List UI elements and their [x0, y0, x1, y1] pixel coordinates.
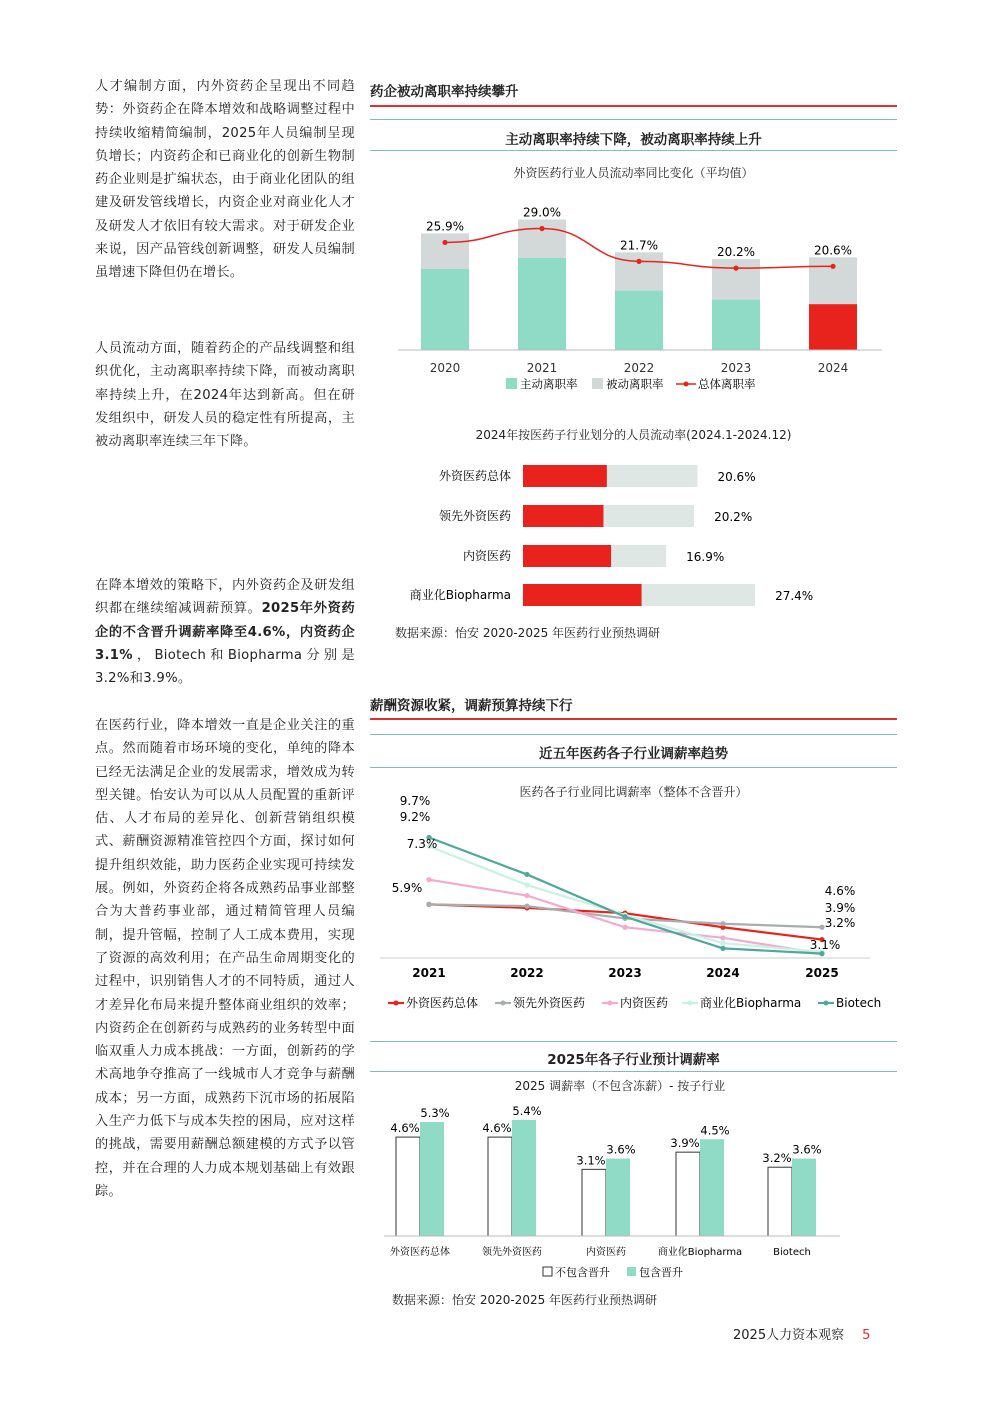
- chart3-heading-rule: [370, 767, 897, 768]
- section2-red-rule: [370, 718, 897, 720]
- salary-x-2025: 2025: [805, 966, 839, 980]
- bar4-cat-2: 内资医药: [586, 1247, 626, 1258]
- bar-voluntary-2021: [518, 258, 566, 350]
- legend3-marker-3: [688, 1001, 693, 1006]
- total-label-2020: 25.9%: [425, 219, 465, 234]
- left-paragraph-1: [95, 75, 355, 285]
- salary-point-1-3: [720, 921, 725, 926]
- bar-incl-3: [700, 1139, 724, 1236]
- total-point-2022: [636, 259, 641, 264]
- salary-label-6: 3.2%: [824, 916, 856, 930]
- legend-voluntary: 主动离职率: [520, 377, 578, 391]
- subsector-turnover-chart: [370, 455, 897, 615]
- bar-voluntary-2024: [809, 304, 857, 350]
- legend-swatch-involuntary: [592, 378, 603, 389]
- salary-line-4: [429, 837, 822, 953]
- left-paragraph-2: [95, 337, 355, 453]
- bar-voluntary-2022: [615, 291, 663, 350]
- bar-incl-4: [792, 1159, 816, 1236]
- salary-point-4-2: [622, 914, 627, 919]
- legend4-excl: 不包含晋升: [555, 1266, 610, 1279]
- legend3-marker-0: [394, 1001, 399, 1006]
- bar4-cat-4: Biotech: [773, 1247, 811, 1258]
- legend3-marker-4: [824, 1001, 829, 1006]
- salary-text-c: ，Biotech和Biopharma分别是3.2%和3.9%。: [95, 647, 355, 687]
- legend3-4: Biotech: [836, 996, 882, 1010]
- section2-title: 薪酬资源收紧，调薪预算持续下行: [370, 698, 573, 714]
- chart4-top-rule: [370, 1041, 897, 1042]
- legend-swatch-voluntary: [506, 378, 517, 389]
- x-label-2021: 2021: [526, 361, 558, 375]
- salary-x-2022: 2022: [510, 966, 544, 980]
- salary-trend-chart: [370, 785, 897, 1020]
- hbar-label-3: 商业化Biopharma: [409, 588, 511, 602]
- legend4-swatch-incl: [627, 1267, 636, 1276]
- chart4-heading: 2025年各子行业预计调薪率: [547, 1052, 720, 1068]
- salary-label-0: 9.7%: [399, 794, 431, 808]
- bar-incl-label-2: 3.6%: [606, 1142, 636, 1157]
- legend3-3: 商业化Biopharma: [700, 996, 802, 1010]
- bar-excl-3: [676, 1152, 700, 1236]
- bar-incl-label-0: 5.3%: [420, 1106, 450, 1121]
- footer-title: 2025人力资本观察: [733, 1328, 845, 1343]
- legend3-2: 内资医药: [620, 996, 669, 1010]
- legend4-swatch-excl: [543, 1267, 552, 1276]
- legend3-marker-2: [608, 1001, 613, 1006]
- salary-line-0: [429, 904, 822, 939]
- salary-x-2021: 2021: [412, 966, 446, 980]
- total-point-2021: [539, 226, 544, 231]
- legend3-marker-1: [501, 1001, 506, 1006]
- chart1-heading-rule: [370, 150, 897, 151]
- bar-incl-1: [512, 1120, 536, 1236]
- bar-excl-label-2: 3.1%: [576, 1153, 606, 1168]
- bar-excl-label-0: 4.6%: [390, 1121, 420, 1136]
- section1-red-rule: [370, 105, 897, 107]
- hbar-value-0: 20.6%: [717, 470, 756, 484]
- salary-label-5: 3.9%: [824, 901, 856, 915]
- salary-point-4-3: [720, 946, 725, 951]
- bar-excl-label-3: 3.9%: [670, 1136, 700, 1151]
- hbar-value-2: 16.9%: [686, 550, 725, 564]
- section1-title: 药企被动离职率持续攀升: [370, 84, 519, 100]
- hbar-value-3: 27.4%: [775, 589, 814, 603]
- section2-source: 数据来源：怡安 2020-2025 年医药行业预热调研: [392, 1293, 658, 1307]
- bar-excl-4: [768, 1167, 792, 1236]
- paragraph-salary: [95, 574, 355, 690]
- total-label-2021: 29.0%: [522, 205, 562, 220]
- total-label-2022: 21.7%: [619, 238, 659, 253]
- chart1-subtitle: 外资医药行业人员流动率同比变化（平均值）: [513, 166, 754, 180]
- salary-label-3: 5.9%: [391, 881, 423, 895]
- x-label-2023: 2023: [720, 361, 752, 375]
- salary-label-7: 3.1%: [809, 938, 841, 952]
- bar-incl-label-3: 4.5%: [700, 1123, 730, 1138]
- chart3-heading: 近五年医药各子行业调薪率趋势: [539, 746, 728, 762]
- salary-point-2-1: [524, 893, 529, 898]
- chart1-heading: 主动离职率持续下降，被动离职率持续上升: [505, 132, 762, 148]
- section1-source: 数据来源：怡安 2020-2025 年医药行业预热调研: [395, 626, 661, 640]
- hbar-label-0: 外资医药总体: [438, 469, 511, 483]
- hbar-value-1: 20.2%: [714, 510, 753, 524]
- turnover-chart: [370, 185, 897, 405]
- bar-involuntary-2021: [518, 220, 566, 258]
- legend3-0: 外资医药总体: [406, 996, 479, 1010]
- paragraph-turnover: 人员流动方面，随着药企的产品线调整和组织优化，主动离职率持续下降，而被动离职率持续上升，在2024年达到新高。但在研发组织中，研发人员的稳定性有所提高，主被动离职率连续三年下降。: [95, 341, 355, 450]
- footer: [733, 1324, 870, 1343]
- bar4-cat-1: 领先外资医药: [482, 1247, 542, 1258]
- total-point-2023: [733, 266, 738, 271]
- salary-x-2024: 2024: [706, 966, 740, 980]
- salary-text-bold: 2025年外资药企的不含晋升调薪率降至4.6%，内资药企3.1%: [95, 601, 355, 663]
- hbar-label-1: 领先外资医药: [438, 509, 511, 523]
- paragraph-workforce: 人才编制方面，内外资药企呈现出不同趋势：外资药企在降本增效和战略调整过程中持续收缩精简编制，2025年人员编制呈现负增长；内资药企和已商业化的创新生物制药企业则是扩编状态，由于商业化团队的组建及研发管线增长，内资企业对商业化人才及研发人才依旧有较大需求。对于研发企业来说，因产品管线创新调整，研发人员编制虽增速下降但仍在增长。: [95, 79, 355, 281]
- bar-excl-label-1: 4.6%: [482, 1121, 512, 1136]
- salary-point-2-2: [622, 925, 627, 930]
- hbar-red-3: [523, 584, 642, 606]
- bar-incl-0: [420, 1122, 444, 1236]
- salary-point-3-1: [524, 882, 529, 887]
- hbar-red-2: [523, 545, 611, 567]
- section2-teal-rule: [370, 734, 897, 735]
- salary-label-1: 9.2%: [399, 810, 431, 824]
- section1-teal-rule: [370, 119, 897, 120]
- bar-incl-label-4: 3.6%: [792, 1142, 822, 1157]
- bar-excl-1: [488, 1137, 512, 1236]
- salary-point-4-1: [524, 872, 529, 877]
- chart2-subtitle: 2024年按医药子行业划分的人员流动率(2024.1-2024.12): [475, 428, 792, 442]
- total-point-2020: [442, 240, 447, 245]
- salary-text-a: 在降本增效的策略下，内外资药企及研发组织都在继续缩减调薪预算。: [95, 578, 355, 617]
- hbar-label-2: 内资医药: [462, 549, 511, 563]
- bar-incl-2: [606, 1159, 630, 1236]
- chart3-subtitle: 医药各子行业同比调薪率（整体不含晋升）: [519, 785, 748, 799]
- salary-point-1-1: [524, 904, 529, 909]
- salary-point-3-3: [720, 940, 725, 945]
- legend-marker-total: [684, 382, 689, 387]
- hbar-red-1: [523, 505, 603, 527]
- salary-x-2023: 2023: [608, 966, 642, 980]
- paragraph-efficiency: 在医药行业，降本增效一直是企业关注的重点。然而随着市场环境的变化，单纯的降本已经无法满足企业的发展需求，增效成为转型关键。怡安认为可以从人员配置的重新评估、人才布局的差异化、创新营销组织模式、薪酬资源精准管控四个方面，探讨如何提升组织效能，助力医药企业实现可持续发展。例如，外资药企将各成熟药品事业部整合为大普药事业部，通过精简管理人员编制，提升管幅，控制了人工成本费用，实现了资源的高效利用；在产品生命周期变化的过程中，识别销售人才的不同特质，通过人才差异化布局来提升整体商业组织的效率；内资药企在创新药与成熟药的业务转型中面临双重人力成本挑战：一方面，创新药的学术高地争夺推高了一线城市人才竞争与薪酬成本；另一方面，成熟药下沉市场的拓展陷入生产力低下与成本失控的困局，应对这样的挑战，需要用薪酬总额建模的方式予以管控，并在合理的人力成本规划基础上有效跟踪。: [95, 718, 355, 1199]
- bar-voluntary-2020: [421, 269, 469, 350]
- chart4-subtitle: 2025 调薪率（不包含冻薪）- 按子行业: [514, 1079, 726, 1093]
- bar-excl-0: [396, 1137, 420, 1236]
- bar-involuntary-2020: [421, 233, 469, 269]
- bar4-cat-3: 商业化Biopharma: [657, 1247, 743, 1258]
- x-label-2020: 2020: [429, 361, 461, 375]
- salary-label-2: 7.3%: [406, 837, 438, 851]
- legend3-1: 领先外资医药: [513, 996, 586, 1010]
- salary-point-2-3: [720, 935, 725, 940]
- page-number: 5: [862, 1328, 871, 1343]
- x-label-2024: 2024: [817, 361, 849, 375]
- legend-involuntary: 被动离职率: [606, 377, 664, 391]
- salary-point-1-0: [426, 902, 431, 907]
- salary-2025-chart: [370, 1095, 897, 1285]
- left-paragraph-4: [95, 714, 355, 1203]
- bar-voluntary-2023: [712, 300, 760, 350]
- bar-excl-label-4: 3.2%: [762, 1151, 792, 1166]
- bar-involuntary-2023: [712, 259, 760, 300]
- bar-incl-label-1: 5.4%: [512, 1103, 542, 1118]
- total-label-2024: 20.6%: [813, 243, 853, 258]
- legend4-incl: 包含晋升: [639, 1266, 683, 1279]
- chart4-heading-rule: [370, 1071, 897, 1072]
- legend-total: 总体离职率: [698, 377, 756, 391]
- salary-point-2-0: [426, 877, 431, 882]
- total-point-2024: [830, 264, 835, 269]
- total-label-2023: 20.2%: [716, 245, 756, 260]
- left-paragraph-3: [95, 574, 355, 690]
- bar-involuntary-2022: [615, 252, 663, 290]
- salary-label-4: 4.6%: [824, 884, 856, 898]
- bar-excl-2: [582, 1169, 606, 1236]
- bar4-cat-0: 外资医药总体: [390, 1247, 450, 1258]
- salary-line-3: [429, 846, 822, 952]
- x-label-2022: 2022: [623, 361, 655, 375]
- hbar-red-0: [523, 465, 607, 487]
